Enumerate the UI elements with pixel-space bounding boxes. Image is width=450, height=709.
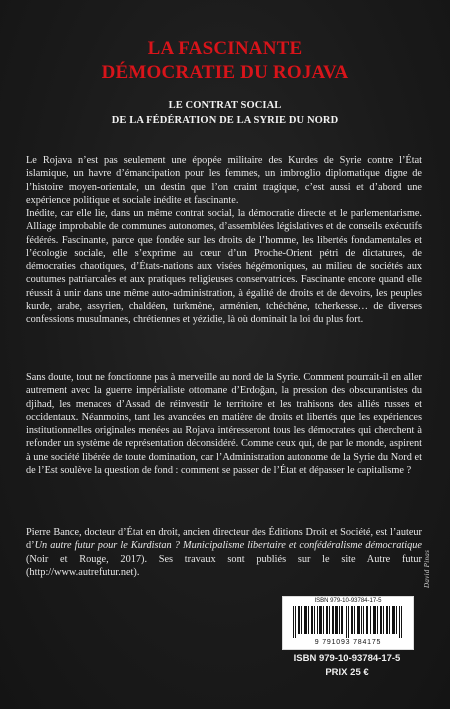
author-book-title: Un autre futur pour le Kurdistan ? Municipalisme libertaire et confédéralisme démocratique xyxy=(34,540,422,552)
book-title-line-1: LA FASCINANTE xyxy=(147,38,303,59)
blurb-paragraph-3: Sans doute, tout ne fonctionne pas à merveille au nord de la Syrie. Comment pourrait-il en aller autrement avec la guerre impérialiste ottomane d’Erdoğan, la pression des obscurantistes du djihad, les menaces d’Assad de réinvestir le territoire et les trahisons des alliés russes et occidentaux. Néanmoins, tant les avancées en matière de droits et libertés que les expériences institutionnelles originales menées au Rojava intéresseront tous les démocrates qui cherchent à refonder un système de représentation déconsidéré. Comme ceux qui, de par le monde, aspirent à une société libérée de toute domination, car l’Administration autonome de la Syrie du Nord et de l’Est soulève la question de fond : comment se passer de l’État et dépasser le capitalisme ? xyxy=(26,372,422,477)
barcode-label xyxy=(282,596,414,650)
barcode-isbn-text: ISBN 979-10-93784-17-5 xyxy=(314,598,382,604)
subtitle-line-2: DE LA FÉDÉRATION DE LA SYRIE DU NORD xyxy=(111,115,339,126)
barcode-icon xyxy=(293,606,403,638)
illustrator-signature: David Pinas xyxy=(423,549,431,588)
blurb-paragraph-1: Le Rojava n’est pas seulement une épopée militaire des Kurdes de Syrie contre l’État islamique, un havre d’émancipation pour les femmes, un imbroglio diplomatique digne de l’histoire moyen-orientale, un destin que l’on craint tragique, c’est aussi et d’abord une expérience politique et sociale inédite et fascinante. xyxy=(26,155,422,206)
author-bio-before: Pierre Bance, docteur d’État en droit, ancien directeur des Éditions Droit et Société, est l’auteur d’ xyxy=(26,527,422,552)
price-text: PRIX 25 € xyxy=(325,667,369,678)
book-title-line-2: DÉMOCRATIE DU ROJAVA xyxy=(101,62,349,83)
subtitle-line-1: LE CONTRAT SOCIAL xyxy=(168,100,282,111)
blurb-paragraph-2: Inédite, car elle lie, dans un même contrat social, la démocratie directe et le parlementarisme. Alliage improbable de communes autonomes, d’assemblées législatives et de conseils exécutifs fédérés. Fascinante, parce que fondée sur les droits de l’homme, les libertés fondamentales et l’écologie sociale, elle s’exprime au cœur d’un Proche-Orient pétri de dictatures, de démocraties chaotiques, d’États-nations aux visées hégémoniques, au milieu de sociétés aux coutumes patriarcales et aux pratiques religieuses conservatrices. Fascinante encore quand elle réussit à unir dans une même auto-administration, à égalité de droits et de devoirs, les peuples kurde, arabe, assyrien, chaldéen, turkmène, arménien, tchéchène, tcherkesse… de diverses confessions musulmanes, chrétiennes et yézidie, là où dominait la loi du plus fort. xyxy=(26,208,422,326)
isbn-text: ISBN 979-10-93784-17-5 xyxy=(293,653,401,664)
author-bio-after: (Noir et Rouge, 2017). Ses travaux sont publiés sur le site Autre futur (http://www.autrefutur.net). xyxy=(26,553,422,578)
author-bio xyxy=(26,526,422,579)
barcode-digits: 9 791093 784175 xyxy=(314,639,382,646)
